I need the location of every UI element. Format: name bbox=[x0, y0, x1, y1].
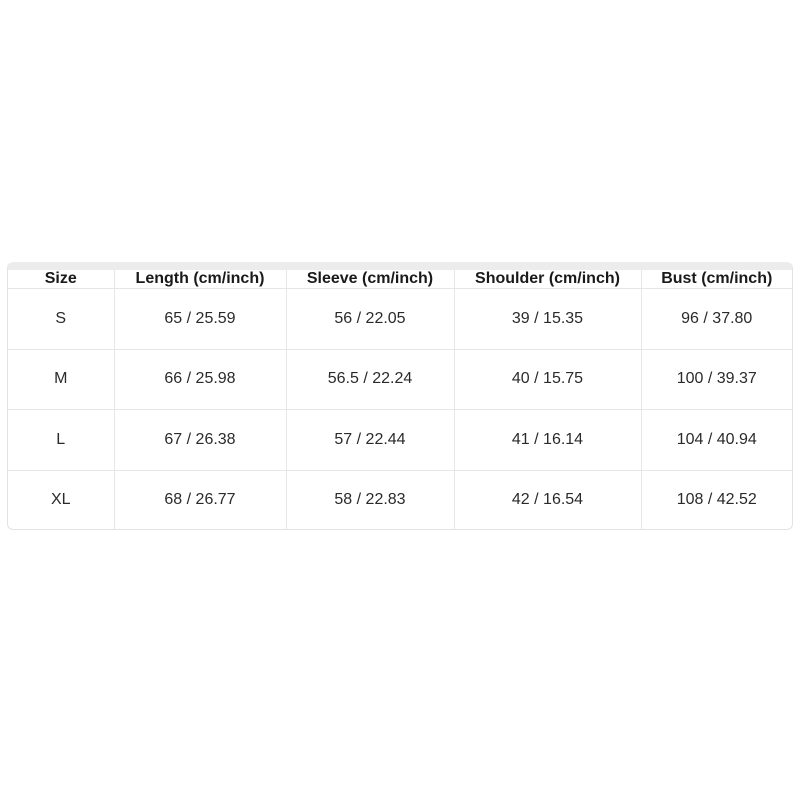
cell-size: S bbox=[8, 289, 114, 350]
table-row bbox=[8, 470, 792, 529]
cell-sleeve: 56 / 22.05 bbox=[286, 289, 454, 350]
table-row bbox=[8, 349, 792, 410]
cell-shoulder: 42 / 16.54 bbox=[454, 470, 641, 529]
cell-bust: 104 / 40.94 bbox=[641, 410, 792, 471]
cell-length: 68 / 26.77 bbox=[114, 470, 286, 529]
cell-length: 66 / 25.98 bbox=[114, 349, 286, 410]
cell-sleeve: 56.5 / 22.24 bbox=[286, 349, 454, 410]
cell-shoulder: 39 / 15.35 bbox=[454, 289, 641, 350]
header-bust: Bust (cm/inch) bbox=[641, 270, 792, 289]
cell-shoulder: 40 / 15.75 bbox=[454, 349, 641, 410]
cell-shoulder: 41 / 16.14 bbox=[454, 410, 641, 471]
header-sleeve: Sleeve (cm/inch) bbox=[286, 270, 454, 289]
cell-bust: 96 / 37.80 bbox=[641, 289, 792, 350]
cell-length: 67 / 26.38 bbox=[114, 410, 286, 471]
cell-size: M bbox=[8, 349, 114, 410]
cell-size: XL bbox=[8, 470, 114, 529]
header-row bbox=[8, 270, 792, 289]
table-row bbox=[8, 410, 792, 471]
cell-sleeve: 58 / 22.83 bbox=[286, 470, 454, 529]
cell-sleeve: 57 / 22.44 bbox=[286, 410, 454, 471]
cell-length: 65 / 25.59 bbox=[114, 289, 286, 350]
cell-bust: 108 / 42.52 bbox=[676, 490, 757, 508]
header-shoulder: Shoulder (cm/inch) bbox=[454, 270, 641, 289]
size-chart-card bbox=[7, 262, 793, 530]
cell-size: L bbox=[8, 410, 114, 471]
header-size: Size bbox=[8, 270, 114, 289]
size-chart-table bbox=[8, 270, 792, 529]
header-length: Length (cm/inch) bbox=[114, 270, 286, 289]
table-row bbox=[8, 289, 792, 350]
cell-bust: 100 / 39.37 bbox=[641, 349, 792, 410]
